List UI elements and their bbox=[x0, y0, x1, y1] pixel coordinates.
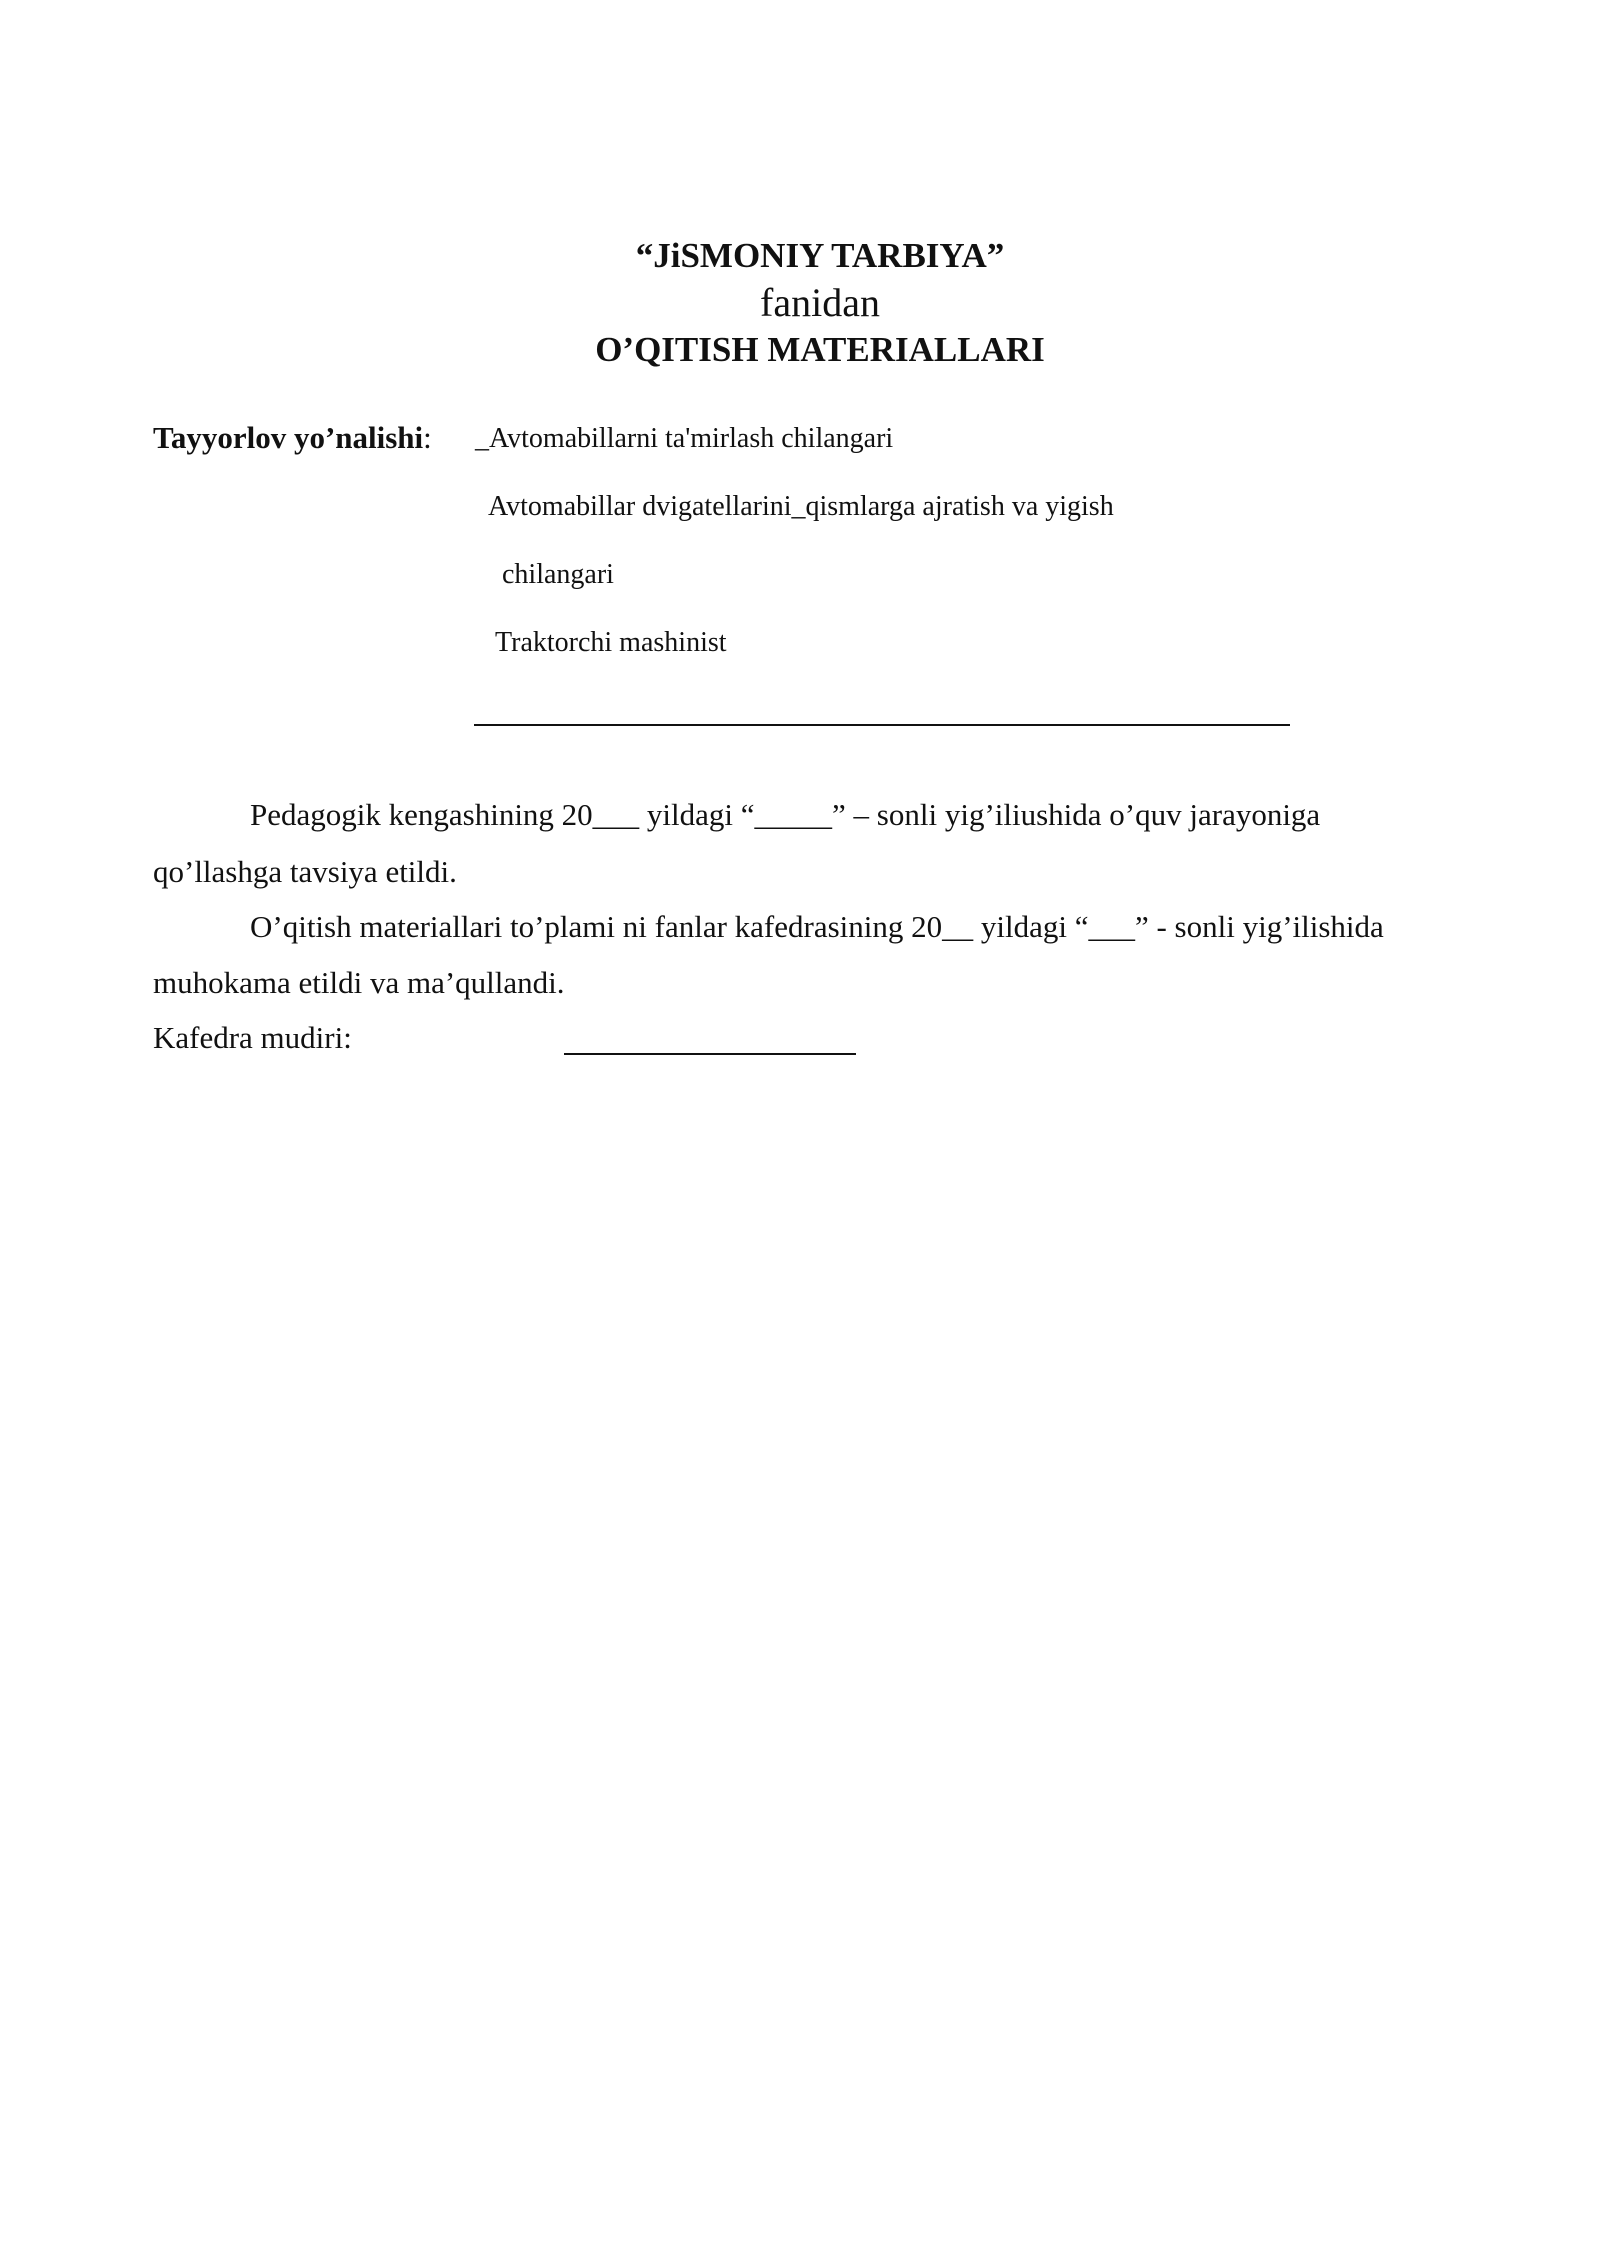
specialty-line-2: Avtomabillar dvigatellarini_qismlarga ajratish va yigish bbox=[488, 491, 1114, 522]
specialty-underline bbox=[474, 724, 1290, 726]
specialty-line-1: _Avtomabillarni ta'mirlash chilangari bbox=[475, 423, 894, 454]
specialty-label-row bbox=[153, 420, 432, 456]
department-text-line-1: O’qitish materiallari to’plami ni fanlar kafedrasining 20__ yildagi “___” - sonli yig’ilishida bbox=[250, 909, 1384, 944]
specialty-colon: : bbox=[423, 420, 432, 455]
subject-title: “JiSMONIY TARBIYA” bbox=[635, 236, 1005, 275]
title-block bbox=[0, 232, 1600, 374]
specialty-label: Tayyorlov yo’nalishi bbox=[153, 420, 424, 455]
signature-line bbox=[564, 1053, 856, 1055]
department-head-label: Kafedra mudiri: bbox=[153, 1020, 352, 1055]
council-text-line-2: qo’llashga tavsiya etildi. bbox=[153, 854, 457, 889]
specialty-line-4: Traktorchi mashinist bbox=[495, 627, 727, 658]
specialty-line-3: chilangari bbox=[502, 559, 614, 590]
materials-title: O’QITISH MATERIALLARI bbox=[595, 330, 1045, 369]
fanidan-line: fanidan bbox=[760, 280, 880, 325]
council-text-line-1: Pedagogik kengashining 20___ yildagi “_____” – sonli yig’iliushida o’quv jarayoniga bbox=[250, 797, 1321, 832]
department-text-line-2: muhokama etildi va ma’qullandi. bbox=[153, 965, 565, 1000]
